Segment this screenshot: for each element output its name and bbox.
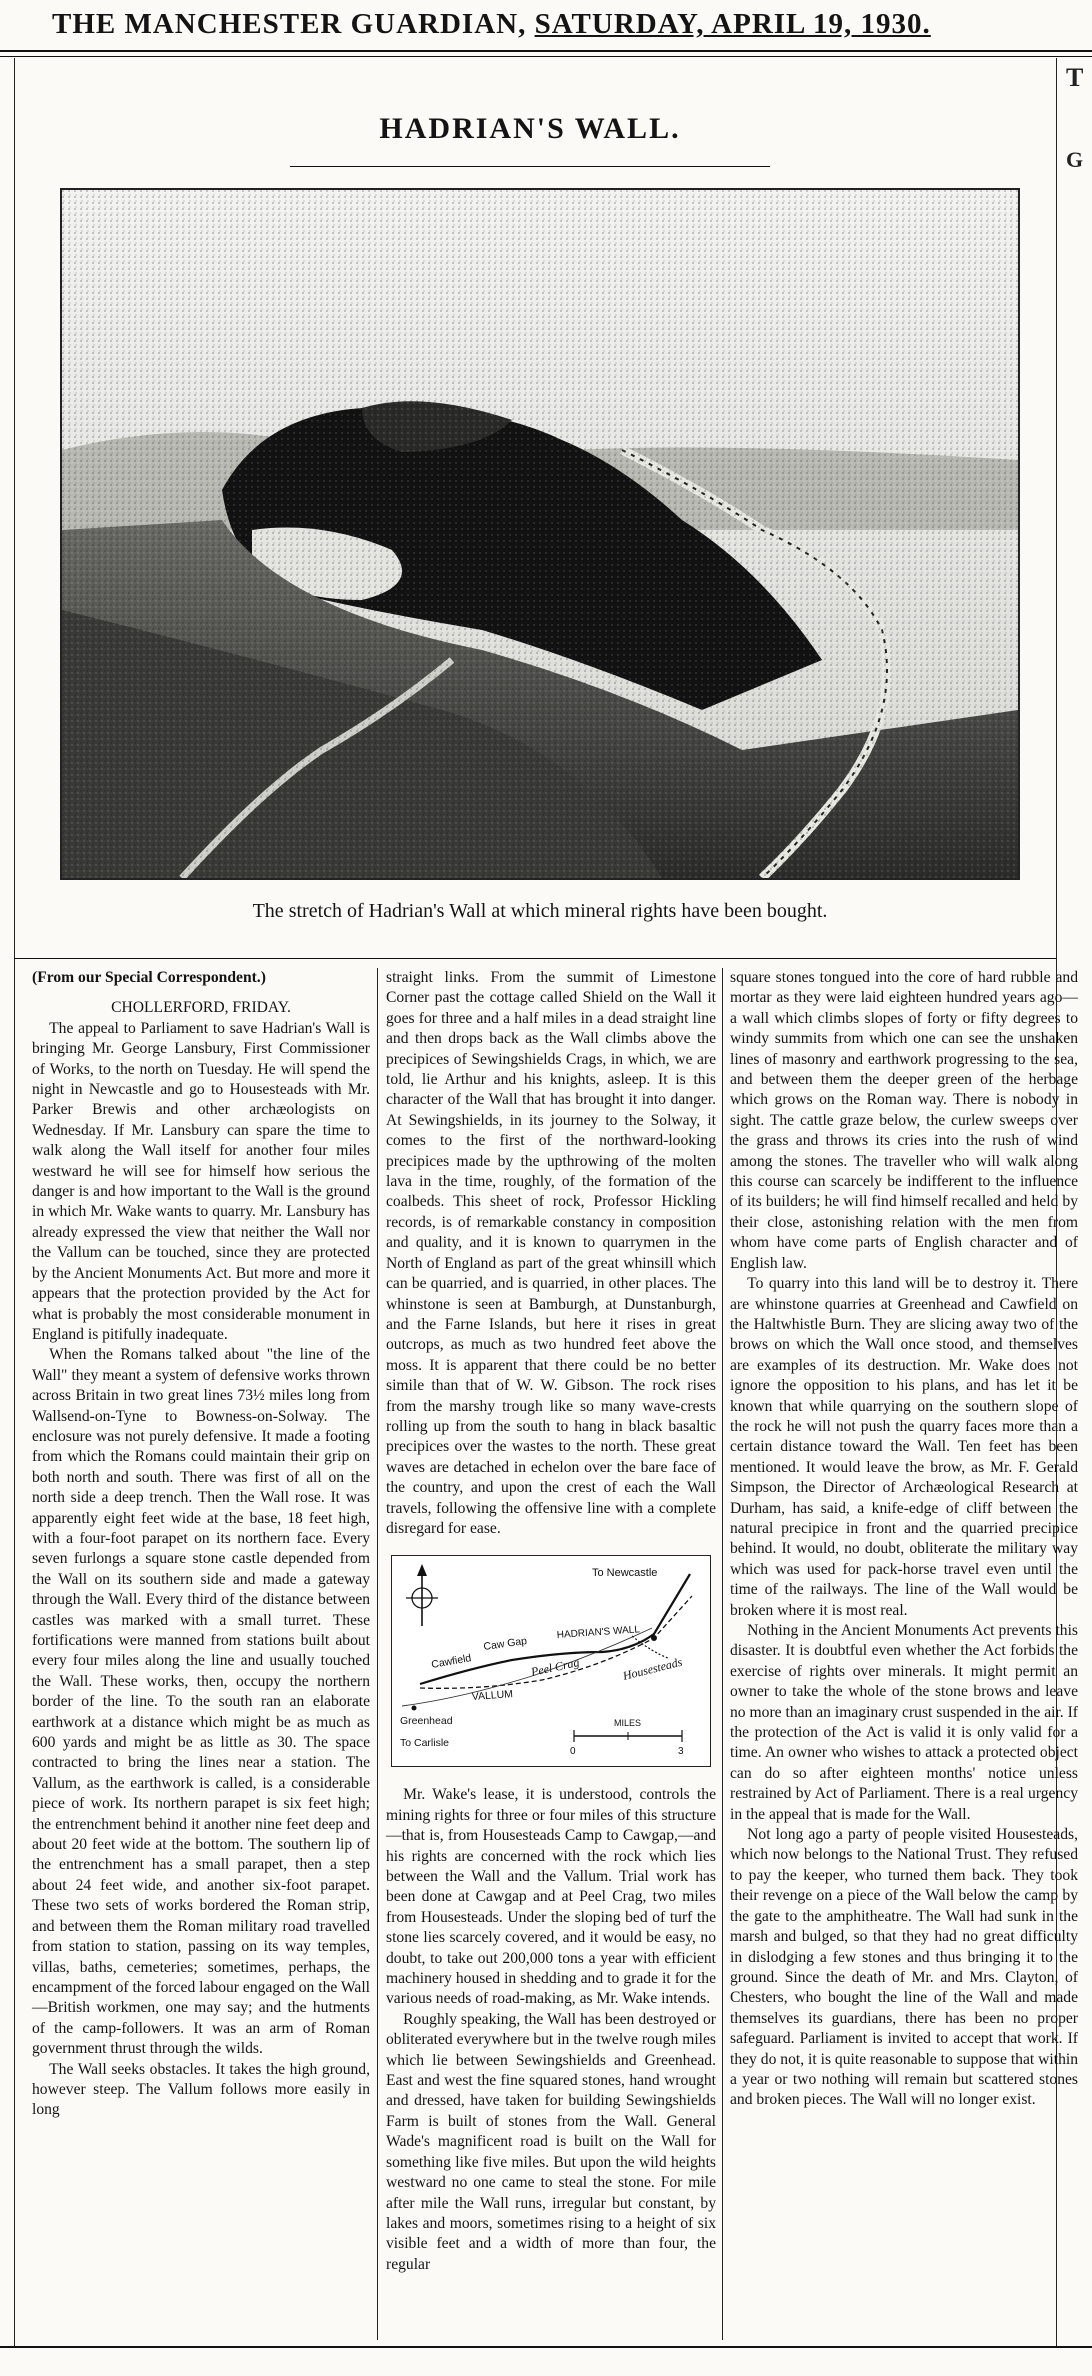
caption-rule [14,958,1056,959]
paragraph: Nothing in the Ancient Monuments Act prevents this disaster. It is doubtful even whether the Act forbids the exercise of rights over minerals. It might permit an owner to take the whole of the stone brows and leave no more than an imaginary crust suspended in the air. If the protection of the Act is valid it is only valid for a time. An owner who wishes to attack a protected object can do so after eighteen months' notice unless restrained by Act of Parliament. There is a real urgency in the appeal that is made for the Wall. [730,1622,1078,1823]
wall-photograph [60,188,1020,880]
map-label-cawgap: Caw Gap [482,1635,528,1654]
photo-caption: The stretch of Hadrian's Wall at which mineral rights have been bought. [252,900,828,922]
masthead-rule [0,50,1092,52]
map-label-greenhead: Greenhead [400,1715,453,1728]
north-arrow-icon [406,1564,438,1626]
masthead-title [52,8,931,41]
masthead-rule-thin [0,56,1092,57]
paragraph: straight links. From the summit of Limestone Corner past the cottage called Shield on the Wall it goes for three and a half miles in a dead straight line and then drops back as the Wall climbs above the precipices of Sewingshields Crags, in which, we are told, lie Arthur and his knights, asleep. It is this character of the Wall that has brought it into danger. At Sewingshields, in its journey to the Solway, it comes to the first of the northward-looking precipices made by the upthrowing of the molten lava in the time, roughly, of the formation of the coalbeds. This sheet of rock, Professor Hickling records, is of remarkable constancy in composition and quality, and it is known to quarrymen in the North of England as part of the great whinsill which can be quarried, and is quarried, in other places. The whinstone is seen at Bamburgh, at Dunstanburgh, and the Farne Islands, but here it rises in great outcrops, as much as two hundred feet above the moss. It is apparent that there could be no better simile than that of W. W. Gibson. The rock rises from the marshy trough like so many wave-crests rolling up from the south to hang in black basaltic precipices over the wastes to the north. These great waves are detached in echelon over the bare face of the country, and upon the crest of each the Wall travels, following the offensive line with a complete disregard for ease. [386,969,716,1537]
paragraph: When the Romans talked about "the line of the Wall" they meant a system of defensive works thrown across Britain in two great lines 73½ miles long from Wallsend-on-Tyne to Bowness-on-Solway. The enclosure was not purely defensive. It made a footing from which the Romans could maintain their grip on both north and south. There was first of all on the north side a deep trench. Then the Wall rose. It was apparently eight feet wide at the base, 18 feet high, with a four-foot parapet on its northern face. Every seven furlongs a square stone castle depended from the Wall on its southern side and made a gateway through the Wall. Every third of the distance between castles was marked with a small turret. These fortifications were manned from stations built about every four miles along the line and usually touched the Wall. These works, then, occupy the northern border of the line. To the south ran an elaborate earthwork at a distance which might be as much as 600 yards and might be as little as 30. The space contracted to bring the lines near a station. The Vallum, as the earthwork is called, is a considerable piece of work. Its northern parapet is six feet high; the entrenchment behind it another nine feet deep and about 20 feet wide at the bottom. The southern lip of the entrenchment has a small parapet, then a step about 24 feet wide, and another six-foot parapet. These two sets of works bordered the Roman strip, and between them the Roman military road travelled from station to station, passing on its way temples, villas, baths, cemeteries; sometimes, perhaps, the encampment of the forced labour engaged on the Wall—British workmen, one may say; and the hutments of the camp-followers. It was an arm of Roman government thrust through the wilds. [32,1346,370,2058]
map-label-peel-crag: Peel Crag [529,1655,581,1680]
map-label-housesteads: Housesteads [621,1655,684,1684]
map-scale-zero: 0 [570,1746,576,1758]
page-bottom-rule [0,2346,1092,2348]
byline: (From our Special Correspondent.) [32,969,266,986]
column-rule-2 [722,968,723,2340]
column-rule-1 [377,968,378,2340]
map-label-vallum: VALLUM [471,1688,514,1704]
map-label-miles: MILES [614,1718,642,1729]
map-scale-bar [574,1730,682,1742]
adjacent-headline-fragment: T [1066,63,1084,92]
adjacent-subhead-fragment: G [1066,147,1084,172]
article-column-2 [386,968,716,2275]
paragraph: To quarry into this land will be to destroy it. There are whinstone quarries at Greenhead and Cawfield on the Haltwhistle Burn. They are slicing away two of the brows on which the Wall once stood, and themselves are examples of its destruction. Mr. Wake does not ignore the opposition to his plans, and has let it be known that while quarrying on the southern slope of the rock he will not push the quarry faces more than a certain distance toward the Wall. Ten feet has been mentioned. It would leave the brow, as Mr. F. Gerald Simpson, the Director of Archæological Research at Durham, has said, a knife-edge of cliff between the natural precipice in front and the quarried precipice behind. It would, no doubt, obliterate the military way which was used for pack-horse travel even until the time of the railways. The line of the Wall would be broken where it is most real. [730,1275,1078,1619]
map-label-newcastle: To Newcastle [592,1567,658,1580]
map-greenhead-dot [412,1706,417,1711]
map-label-cawfield: Cawfield [430,1652,473,1672]
article-column-1 [32,968,370,2121]
article-column-3 [730,968,1078,2111]
paragraph: Mr. Wake's lease, it is understood, controls the mining rights for three or four miles of this structure—that is, from Housesteads Camp to Cawgap,—and his rights are concerned with the rock which lies between the Wall and the Vallum. Trial work has been done at Cawgap and at Peel Crag, two miles from Housesteads. Under the sloping bed of turf the stone lies scarcely covered, and it would be easy, no doubt, to take out 200,000 tons a year with efficient machinery housed in shedding and to grade it for the various needs of road-making, as Mr. Wake intends. [386,1786,716,2008]
paragraph: Not long ago a party of people visited Housesteads, which now belongs to the National Trust. They refused to pay the keeper, who turned them back. They took their revenge on a piece of the Wall below the camp by the gate to the amphitheatre. The Wall had sunk in the marsh and bulged, so that they had no great difficulty in dislodging a few stones and thus bringing it to the ground. Since the death of Mr. and Mrs. Clayton, of Chesters, who bought the line of the Wall and made themselves its guardians, there has been no proper safeguard. Parliament is invited to accept that work. If they do not, it is quite reasonable to suppose that within a year or two nothing will remain but scattered stones and broken pieces. The Wall will no longer exist. [730,1826,1078,2109]
masthead-paper-name: THE MANCHESTER GUARDIAN, [52,8,527,40]
adjacent-column-right [1062,58,1092,2376]
article-headline: HADRIAN'S WALL. [379,112,681,145]
map-dashed-section [632,1636,668,1658]
paragraph: Roughly speaking, the Wall has been destroyed or obliterated everywhere but in the twelve rough miles which lie between Sewingshields and Greenhead. East and west the fine squared stones, hand wrought and dressed, have taken for building Sewingshields Farm is built of stones from the Wall. General Wade's magnificent road is built on the Wall for something like five miles. But upon the wild heights westward no one came to steal the stone. For mile after mile the Wall runs, irregular but constant, by lakes and moors, sometimes rising to a height of six visible feet and a width of more than four, the regular [386,2010,716,2273]
masthead-date: SATURDAY, APRIL 19, 1930. [534,8,931,40]
paragraph: The appeal to Parliament to save Hadrian's Wall is bringing Mr. George Lansbury, First Commissioner of Works, to the north on Tuesday. He will spend the night in Newcastle and go to Housesteads with Mr. Parker Brewis and other archæologists on Wednesday. If Mr. Lansbury can spare the time to walk along the Wall itself for another four miles westward he will see for himself how serious the danger is and how important to the Wall is the ground in which Mr. Wake wants to quarry. Mr. Lansbury has already expressed the view that neither the Wall nor the Vallum can be touched, since they are protected by the Ancient Monuments Act. But more and more it appears that the protection provided by the Act for what is probably the most considerable monument in England is pitifully inadequate. [32,1019,370,1343]
paragraph: square stones tongued into the core of hard rubble and mortar as they were laid eighteen hundred years ago—a wall which climbs slopes of forty or fifty degrees to windy summits from which one can see the unshaken lines of masonry and earthwork progressing to the sea, and between them the deeper green of the herbage which grows on the Roman way. There is nobody in sight. The cattle graze below, the curlew sweeps over the grass and throws its cries into the rush of wind among the stones. The traveller who will walk along this course can scarcely be indifferent to the influence of its builders; he will find himself recalled and held by their close, astonishing relation with the men from whom have come parts of English character and of English law. [730,969,1078,1272]
dateline: CHOLLERFORD, FRIDAY. [111,999,291,1017]
map-label-carlisle: To Carlisle [400,1737,450,1750]
map-housesteads-dot [651,1635,657,1641]
left-column-rule [14,58,15,2346]
map-scale-three: 3 [678,1746,684,1758]
map-label-hadrians-wall: HADRIAN'S WALL [556,1624,641,1642]
headline-rule [290,166,770,167]
paragraph: The Wall seeks obstacles. It takes the high ground, however steep. The Vallum follows more easily in long [32,2060,370,2119]
location-map [391,1555,711,1767]
